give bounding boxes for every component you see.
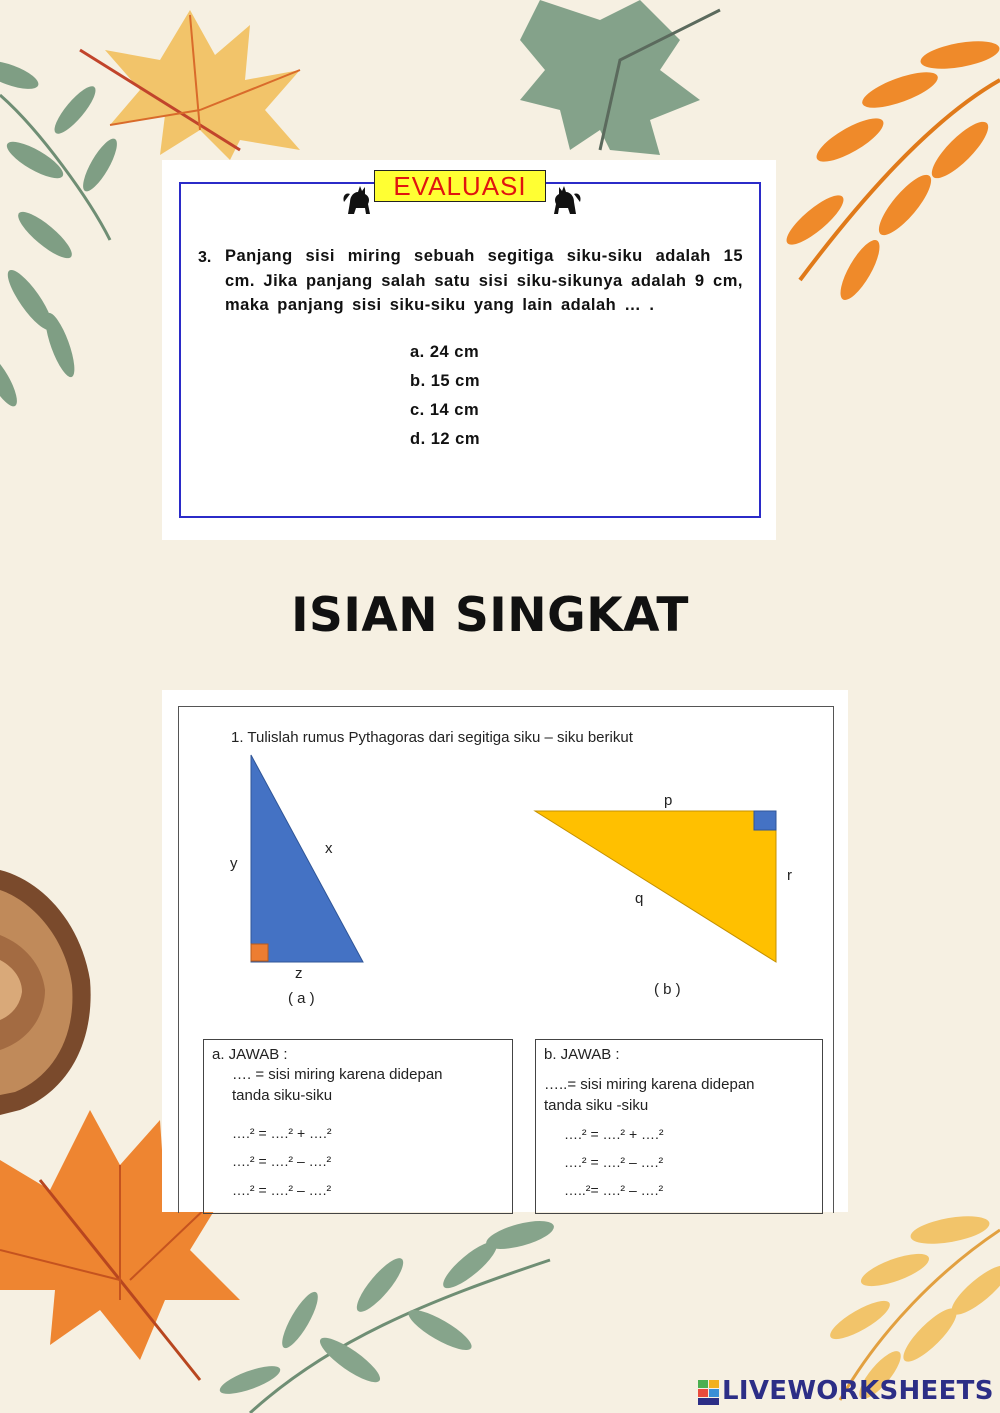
option-d[interactable]: d. 12 cm — [410, 430, 481, 448]
tree-stump-icon — [0, 870, 91, 1115]
liveworksheets-logo-icon — [698, 1380, 720, 1406]
label-r: r — [787, 867, 792, 884]
label-z: z — [295, 965, 303, 982]
answer-b-line1: …..= sisi miring karena didepan — [544, 1076, 755, 1093]
label-q: q — [635, 890, 644, 907]
evaluasi-card — [162, 160, 776, 540]
brand-text: LIVEWORKSHEETS — [722, 1376, 994, 1406]
triangle-b — [533, 809, 781, 965]
evaluasi-banner: EVALUASI — [374, 170, 546, 202]
section-title: ISIAN SINGKAT — [291, 588, 689, 643]
isian-card — [162, 690, 848, 1212]
answer-box-b[interactable] — [535, 1039, 823, 1214]
answer-a-title: a. JAWAB : — [212, 1046, 288, 1063]
question-number: 3. — [198, 249, 212, 266]
right-angle-marker-a — [251, 944, 268, 961]
option-a[interactable]: a. 24 cm — [410, 343, 480, 361]
right-angle-marker-b — [754, 811, 776, 830]
label-p: p — [664, 792, 673, 809]
answer-a-line1: …. = sisi miring karena didepan — [232, 1066, 443, 1083]
answer-a-line2: tanda siku-siku — [232, 1087, 333, 1104]
answer-box-a[interactable] — [203, 1039, 513, 1214]
answer-b-eq1[interactable]: ….² = ….² + ….² — [564, 1126, 664, 1142]
maple-leaf-yellow-icon — [80, 10, 300, 160]
cat-right-icon — [548, 182, 584, 218]
answer-a-eq3[interactable]: ….² = ….² – ….² — [232, 1182, 332, 1198]
question-text: Panjang sisi miring sebuah segitiga siku-siku adalah 15 cm. Jika panjang salah satu sisi siku-sikunya adalah 9 cm, maka panjang sisi siku-siku yang lain adalah … . — [225, 247, 743, 314]
isian-frame — [178, 706, 834, 1213]
label-x: x — [325, 840, 333, 857]
answer-a-eq2[interactable]: ….² = ….² – ….² — [232, 1153, 332, 1169]
cat-left-icon — [340, 182, 376, 218]
answer-b-eq3[interactable]: …..²= ….² – ….² — [564, 1182, 664, 1198]
isian-question: 1. Tulislah rumus Pythagoras dari segitiga siku – siku berikut — [231, 729, 633, 746]
answer-a-eq1[interactable]: ….² = ….² + ….² — [232, 1125, 332, 1141]
fern-top-left-icon — [0, 55, 123, 410]
fern-bottom-icon — [217, 1215, 557, 1413]
answer-b-eq2[interactable]: ….² = ….² – ….² — [564, 1154, 664, 1170]
answer-b-title: b. JAWAB : — [544, 1046, 620, 1063]
answer-b-line2: tanda siku -siku — [544, 1097, 649, 1114]
fern-orange-top-right-icon — [780, 36, 1000, 305]
green-leaf-top-icon — [520, 0, 720, 155]
triangle-a — [249, 753, 379, 965]
option-c[interactable]: c. 14 cm — [410, 401, 480, 419]
caption-a: ( a ) — [288, 990, 315, 1007]
caption-b: ( b ) — [654, 981, 681, 998]
label-y: y — [230, 855, 238, 872]
option-b[interactable]: b. 15 cm — [410, 372, 481, 390]
